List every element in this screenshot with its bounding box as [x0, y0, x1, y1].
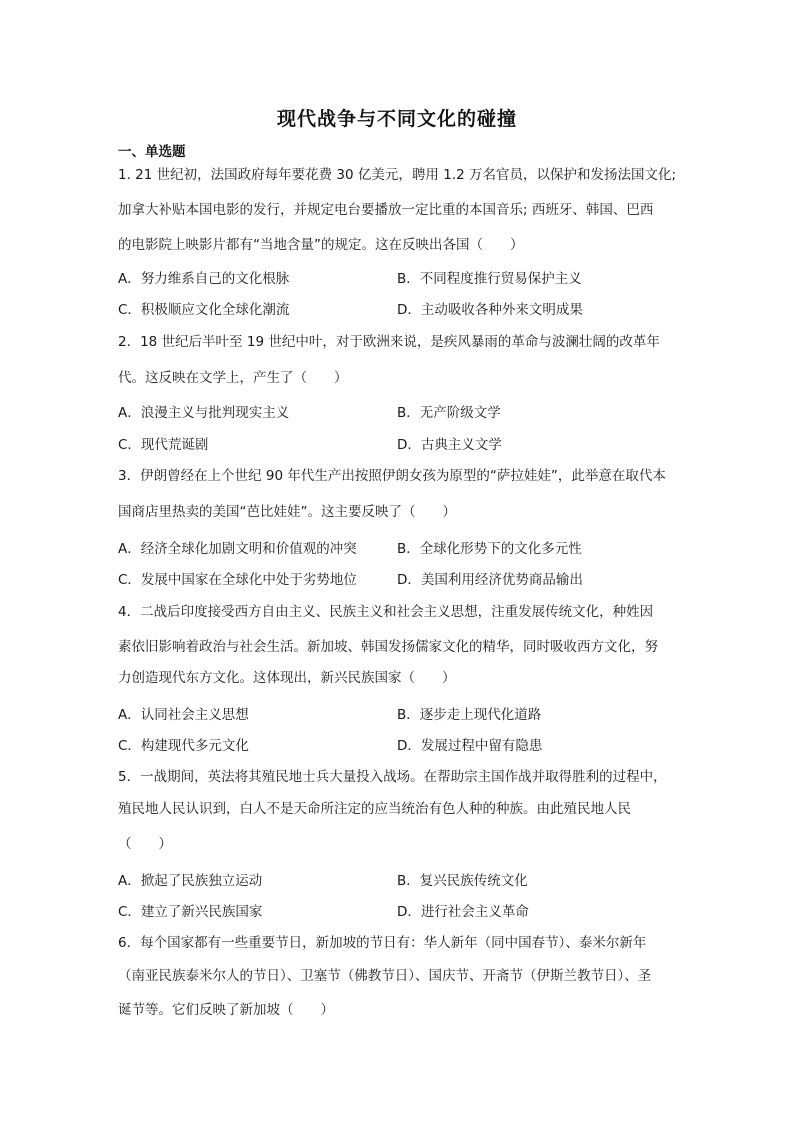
question-1-option-b[interactable]: B．不同程度推行贸易保护主义 [397, 271, 582, 287]
question-2-option-b[interactable]: B．无产阶级文学 [397, 405, 501, 421]
question-1-option-a[interactable]: A．努力维系自己的文化根脉 [118, 271, 290, 287]
question-3-option-c[interactable]: C．发展中国家在全球化中处于劣势地位 [118, 572, 357, 588]
question-4-option-b[interactable]: B．逐步走上现代化道路 [397, 707, 542, 723]
question-4-option-d[interactable]: D．发展过程中留有隐患 [397, 738, 543, 754]
question-3-option-b[interactable]: B．全球化形势下的文化多元性 [397, 541, 582, 557]
question-5-line-1: 5．一战期间，英法将其殖民地士兵大量投入战场。在帮助宗主国作战并取得胜利的过程中， [118, 769, 667, 785]
question-4-line-3: 力创造现代东方文化。这体现出，新兴民族国家（ ） [118, 670, 456, 686]
question-5-line-2: 殖民地人民认识到，白人不是天命所注定的应当统治有色人种的种族。由此殖民地人民 [118, 801, 631, 817]
question-3-option-d[interactable]: D．美国利用经济优势商品输出 [397, 572, 583, 588]
question-2-option-d[interactable]: D．古典主义文学 [397, 437, 502, 453]
question-1-line-3: 的电影院上映影片都有“当地含量”的规定。这在反映出各国（ ） [118, 237, 524, 253]
question-2-option-c[interactable]: C．现代荒诞剧 [118, 437, 209, 453]
question-3-option-a[interactable]: A．经济全球化加剧文明和价值观的冲突 [118, 541, 357, 557]
question-1-option-c[interactable]: C．积极顺应文化全球化潮流 [118, 302, 290, 318]
question-5-option-a[interactable]: A．掀起了民族独立运动 [118, 873, 263, 889]
question-6-line-1: 6．每个国家都有一些重要节日，新加坡的节日有：华人新年（同中国春节）、泰米尔新年 [118, 935, 647, 951]
question-2-option-a[interactable]: A．浪漫主义与批判现实主义 [118, 405, 290, 421]
question-1-line-1: 1. 21 世纪初，法国政府每年要花费 30 亿美元，聘用 1.2 万名官员，以保护和发扬法国文化; [118, 167, 677, 183]
document-title: 现代战争与不同文化的碰撞 [276, 108, 517, 130]
question-6-line-2: （南亚民族泰米尔人的节日）、卫塞节（佛教节日）、国庆节、开斋节（伊斯兰教节日）、圣 [118, 968, 652, 984]
question-6-line-3: 诞节等。它们反映了新加坡（ ） [118, 1002, 334, 1018]
question-4-line-1: 4．二战后印度接受西方自由主义、民族主义和社会主义思想，注重发展传统文化，种姓因 [118, 604, 654, 620]
question-5-option-b[interactable]: B．复兴民族传统文化 [397, 873, 528, 889]
question-5-line-3: （ ） [118, 836, 172, 852]
question-1-option-d[interactable]: D．主动吸收各种外来文明成果 [397, 302, 583, 318]
question-4-option-a[interactable]: A．认同社会主义思想 [118, 707, 249, 723]
question-1-line-2: 加拿大补贴本国电影的发行，并规定电台要播放一定比重的本国音乐; 西班牙、韩国、巴西 [118, 202, 654, 218]
section-heading: 一、单选题 [118, 144, 186, 160]
question-2-line-2: 代。这反映在文学上，产生了（ ） [118, 370, 348, 386]
question-3-line-2: 国商店里热卖的美国“芭比娃娃”。这主要反映了（ ） [118, 504, 456, 520]
question-3-line-1: 3．伊朗曾经在上个世纪 90 年代生产出按照伊朗女孩为原型的“萨拉娃娃”，此举意在取代本 [118, 468, 666, 484]
question-2-line-1: 2．18 世纪后半叶至 19 世纪中叶，对于欧洲来说，是疾风暴雨的革命与波澜壮阔的改革年 [118, 334, 660, 350]
question-5-option-c[interactable]: C．建立了新兴民族国家 [118, 904, 263, 920]
question-4-line-2: 素依旧影响着政治与社会生活。新加坡、韩国发扬儒家文化的精华，同时吸收西方文化，努 [118, 639, 658, 655]
question-5-option-d[interactable]: D．进行社会主义革命 [397, 904, 529, 920]
question-4-option-c[interactable]: C．构建现代多元文化 [118, 738, 249, 754]
